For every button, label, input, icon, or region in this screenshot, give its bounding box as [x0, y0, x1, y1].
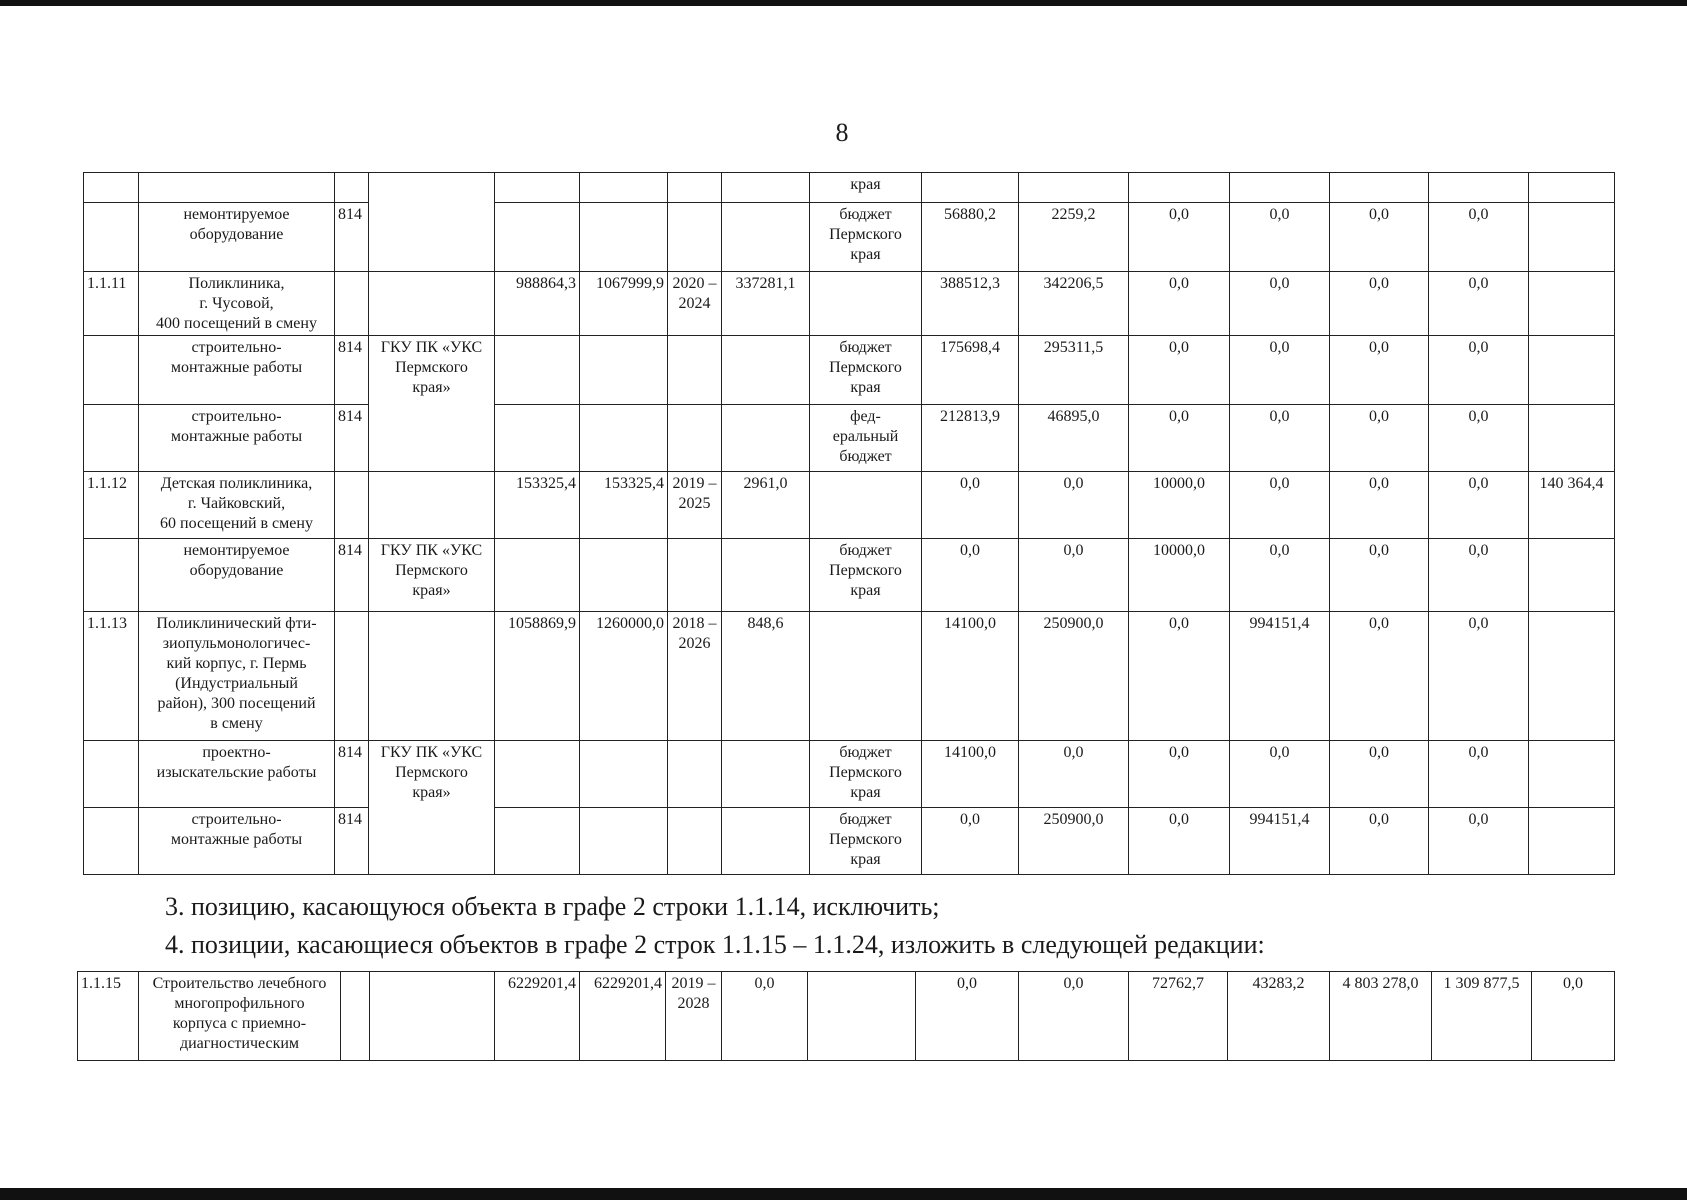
value-cell	[580, 741, 668, 808]
value-cell	[1429, 173, 1529, 203]
value-cell: 250900,0	[1019, 808, 1129, 875]
code-cell: 814	[335, 336, 369, 405]
item-number-cell: 1.1.13	[84, 612, 139, 741]
value-cell	[580, 336, 668, 405]
funding-source-cell: фед- еральный бюджет	[810, 405, 922, 472]
value-cell: 4 803 278,0	[1330, 972, 1432, 1061]
paragraph-item-4: 4. позиции, касающиеся объектов в графе 2 строк 1.1.15 – 1.1.24, изложить в следующей редакции:	[165, 930, 1265, 959]
value-cell: 6229201,4	[580, 972, 666, 1061]
value-cell: 153325,4	[580, 472, 668, 539]
value-cell	[495, 336, 580, 405]
value-cell: 0,0	[1429, 272, 1529, 336]
value-cell	[1529, 808, 1615, 875]
page-number: 8	[835, 118, 849, 147]
value-cell	[1529, 612, 1615, 741]
period-cell	[668, 173, 722, 203]
scan-edge-top	[0, 0, 1687, 6]
value-cell: 337281,1	[722, 272, 810, 336]
value-cell: 0,0	[1129, 741, 1230, 808]
value-cell: 0,0	[1429, 472, 1529, 539]
value-cell	[1529, 539, 1615, 612]
value-cell	[1129, 173, 1230, 203]
funding-source-cell: бюджет Пермского края	[810, 336, 922, 405]
value-cell	[495, 741, 580, 808]
customer-cell	[369, 272, 495, 336]
value-cell: 0,0	[1429, 405, 1529, 472]
value-cell	[495, 808, 580, 875]
value-cell: 250900,0	[1019, 612, 1129, 741]
customer-cell	[369, 173, 495, 272]
value-cell: 0,0	[1129, 808, 1230, 875]
value-cell: 0,0	[1330, 405, 1429, 472]
value-cell: 0,0	[1230, 741, 1330, 808]
value-cell	[1019, 173, 1129, 203]
value-cell: 10000,0	[1129, 472, 1230, 539]
value-cell: 0,0	[1429, 741, 1529, 808]
item-number-cell	[84, 405, 139, 472]
table-row	[84, 612, 1615, 741]
value-cell: 994151,4	[1230, 612, 1330, 741]
value-cell: 848,6	[722, 612, 810, 741]
value-cell	[1529, 173, 1615, 203]
code-cell: 814	[335, 741, 369, 808]
value-cell: 0,0	[1230, 336, 1330, 405]
period-cell	[668, 203, 722, 272]
value-cell	[1230, 173, 1330, 203]
period-cell	[668, 741, 722, 808]
value-cell: 72762,7	[1129, 972, 1228, 1061]
object-name-cell: Поликлиника, г. Чусовой, 400 посещений в смену	[139, 272, 335, 336]
value-cell	[1330, 173, 1429, 203]
period-cell	[668, 808, 722, 875]
value-cell: 140 364,4	[1529, 472, 1615, 539]
value-cell: 295311,5	[1019, 336, 1129, 405]
code-cell: 814	[335, 405, 369, 472]
value-cell: 56880,2	[922, 203, 1019, 272]
value-cell: 0,0	[1330, 612, 1429, 741]
object-name-cell	[139, 173, 335, 203]
item-number-cell	[84, 336, 139, 405]
customer-cell	[370, 972, 495, 1061]
period-cell: 2019 – 2028	[666, 972, 722, 1061]
value-cell: 6229201,4	[495, 972, 580, 1061]
value-cell	[1529, 741, 1615, 808]
value-cell: 212813,9	[922, 405, 1019, 472]
item-number-cell	[84, 539, 139, 612]
table-row	[84, 272, 1615, 336]
value-cell: 0,0	[1129, 612, 1230, 741]
value-cell: 994151,4	[1230, 808, 1330, 875]
value-cell	[722, 405, 810, 472]
value-cell: 342206,5	[1019, 272, 1129, 336]
value-cell: 14100,0	[922, 612, 1019, 741]
value-cell	[722, 539, 810, 612]
value-cell: 0,0	[1330, 808, 1429, 875]
funding-source-cell: края	[810, 173, 922, 203]
value-cell: 0,0	[1129, 405, 1230, 472]
value-cell: 1058869,9	[495, 612, 580, 741]
value-cell: 0,0	[1129, 203, 1230, 272]
object-name-cell: немонтируемое оборудование	[139, 539, 335, 612]
value-cell: 2961,0	[722, 472, 810, 539]
period-cell	[668, 336, 722, 405]
table-row	[78, 972, 1615, 1061]
item-number-cell	[84, 173, 139, 203]
funding-source-cell: бюджет Пермского края	[810, 808, 922, 875]
value-cell: 1 309 877,5	[1432, 972, 1532, 1061]
value-cell: 988864,3	[495, 272, 580, 336]
code-cell: 814	[335, 203, 369, 272]
table-row	[84, 472, 1615, 539]
table-row	[84, 203, 1615, 272]
table-row	[84, 405, 1615, 472]
value-cell: 0,0	[1330, 203, 1429, 272]
value-cell	[495, 539, 580, 612]
value-cell: 0,0	[1230, 203, 1330, 272]
value-cell: 0,0	[1019, 472, 1129, 539]
value-cell: 0,0	[1330, 741, 1429, 808]
value-cell: 0,0	[922, 472, 1019, 539]
customer-cell: ГКУ ПК «УКС Пермского края»	[369, 336, 495, 472]
value-cell	[722, 203, 810, 272]
period-cell: 2018 – 2026	[668, 612, 722, 741]
value-cell	[722, 173, 810, 203]
value-cell: 46895,0	[1019, 405, 1129, 472]
customer-cell: ГКУ ПК «УКС Пермского края»	[369, 539, 495, 612]
value-cell: 0,0	[916, 972, 1019, 1061]
value-cell: 0,0	[1129, 272, 1230, 336]
table-row	[84, 539, 1615, 612]
value-cell	[922, 173, 1019, 203]
value-cell: 14100,0	[922, 741, 1019, 808]
value-cell	[580, 405, 668, 472]
value-cell	[580, 539, 668, 612]
value-cell: 0,0	[1230, 539, 1330, 612]
value-cell: 0,0	[1429, 808, 1529, 875]
value-cell	[722, 336, 810, 405]
value-cell: 2259,2	[1019, 203, 1129, 272]
value-cell	[1529, 272, 1615, 336]
table-row	[84, 173, 1615, 203]
value-cell: 0,0	[1019, 972, 1129, 1061]
value-cell: 0,0	[1019, 539, 1129, 612]
value-cell: 0,0	[922, 539, 1019, 612]
funding-source-cell	[810, 612, 922, 741]
value-cell	[495, 203, 580, 272]
period-cell: 2020 – 2024	[668, 272, 722, 336]
funding-source-cell: бюджет Пермского края	[810, 203, 922, 272]
paragraph-item-3: 3. позицию, касающуюся объекта в графе 2 строки 1.1.14, исключить;	[165, 892, 940, 921]
customer-cell	[369, 612, 495, 741]
item-number-cell: 1.1.11	[84, 272, 139, 336]
value-cell	[580, 808, 668, 875]
value-cell: 0,0	[922, 808, 1019, 875]
value-cell: 0,0	[1230, 272, 1330, 336]
item-number-cell: 1.1.12	[84, 472, 139, 539]
value-cell	[722, 808, 810, 875]
value-cell: 153325,4	[495, 472, 580, 539]
value-cell: 0,0	[1330, 539, 1429, 612]
value-cell: 0,0	[1330, 336, 1429, 405]
customer-cell: ГКУ ПК «УКС Пермского края»	[369, 741, 495, 875]
funding-source-cell: бюджет Пермского края	[810, 741, 922, 808]
table-row	[84, 808, 1615, 875]
value-cell: 0,0	[1532, 972, 1615, 1061]
object-name-cell: Детская поликлиника, г. Чайковский, 60 посещений в смену	[139, 472, 335, 539]
value-cell	[495, 405, 580, 472]
value-cell: 388512,3	[922, 272, 1019, 336]
value-cell: 0,0	[1129, 336, 1230, 405]
value-cell	[580, 203, 668, 272]
revised-funding-table	[77, 971, 1615, 1061]
value-cell	[1529, 405, 1615, 472]
value-cell	[1529, 336, 1615, 405]
value-cell	[722, 741, 810, 808]
item-number-cell: 1.1.15	[78, 972, 139, 1061]
object-name-cell: Строительство лечебного многопрофильного корпуса с приемно- диагностическим	[139, 972, 341, 1061]
object-name-cell: Поликлинический фти- зиопульмонологичес- кий корпус, г. Пермь (Индустриальный район), 300 посещений в смену	[139, 612, 335, 741]
object-name-cell: проектно- изыскательские работы	[139, 741, 335, 808]
period-cell: 2019 – 2025	[668, 472, 722, 539]
period-cell	[668, 539, 722, 612]
value-cell: 0,0	[1429, 612, 1529, 741]
scan-edge-bottom	[0, 1188, 1687, 1200]
funding-source-cell: бюджет Пермского края	[810, 539, 922, 612]
code-cell: 814	[335, 808, 369, 875]
funding-source-cell	[810, 272, 922, 336]
value-cell: 0,0	[722, 972, 808, 1061]
table-row	[84, 336, 1615, 405]
value-cell	[1529, 203, 1615, 272]
table-row	[84, 741, 1615, 808]
value-cell: 0,0	[1429, 539, 1529, 612]
item-number-cell	[84, 203, 139, 272]
code-cell	[335, 272, 369, 336]
value-cell: 1260000,0	[580, 612, 668, 741]
value-cell: 0,0	[1330, 272, 1429, 336]
value-cell: 0,0	[1429, 203, 1529, 272]
value-cell: 1067999,9	[580, 272, 668, 336]
value-cell: 175698,4	[922, 336, 1019, 405]
funding-source-cell	[810, 472, 922, 539]
value-cell: 0,0	[1019, 741, 1129, 808]
object-name-cell: строительно- монтажные работы	[139, 336, 335, 405]
value-cell	[580, 173, 668, 203]
value-cell: 0,0	[1230, 472, 1330, 539]
object-name-cell: строительно- монтажные работы	[139, 405, 335, 472]
value-cell: 43283,2	[1228, 972, 1330, 1061]
period-cell	[668, 405, 722, 472]
customer-cell	[369, 472, 495, 539]
code-cell	[335, 612, 369, 741]
item-number-cell	[84, 808, 139, 875]
value-cell: 0,0	[1230, 405, 1330, 472]
object-name-cell: строительно- монтажные работы	[139, 808, 335, 875]
code-cell	[335, 173, 369, 203]
code-cell	[341, 972, 370, 1061]
item-number-cell	[84, 741, 139, 808]
value-cell	[495, 173, 580, 203]
object-name-cell: немонтируемое оборудование	[139, 203, 335, 272]
value-cell: 0,0	[1330, 472, 1429, 539]
value-cell: 10000,0	[1129, 539, 1230, 612]
code-cell: 814	[335, 539, 369, 612]
funding-table	[83, 172, 1615, 875]
value-cell: 0,0	[1429, 336, 1529, 405]
funding-source-cell	[808, 972, 916, 1061]
code-cell	[335, 472, 369, 539]
